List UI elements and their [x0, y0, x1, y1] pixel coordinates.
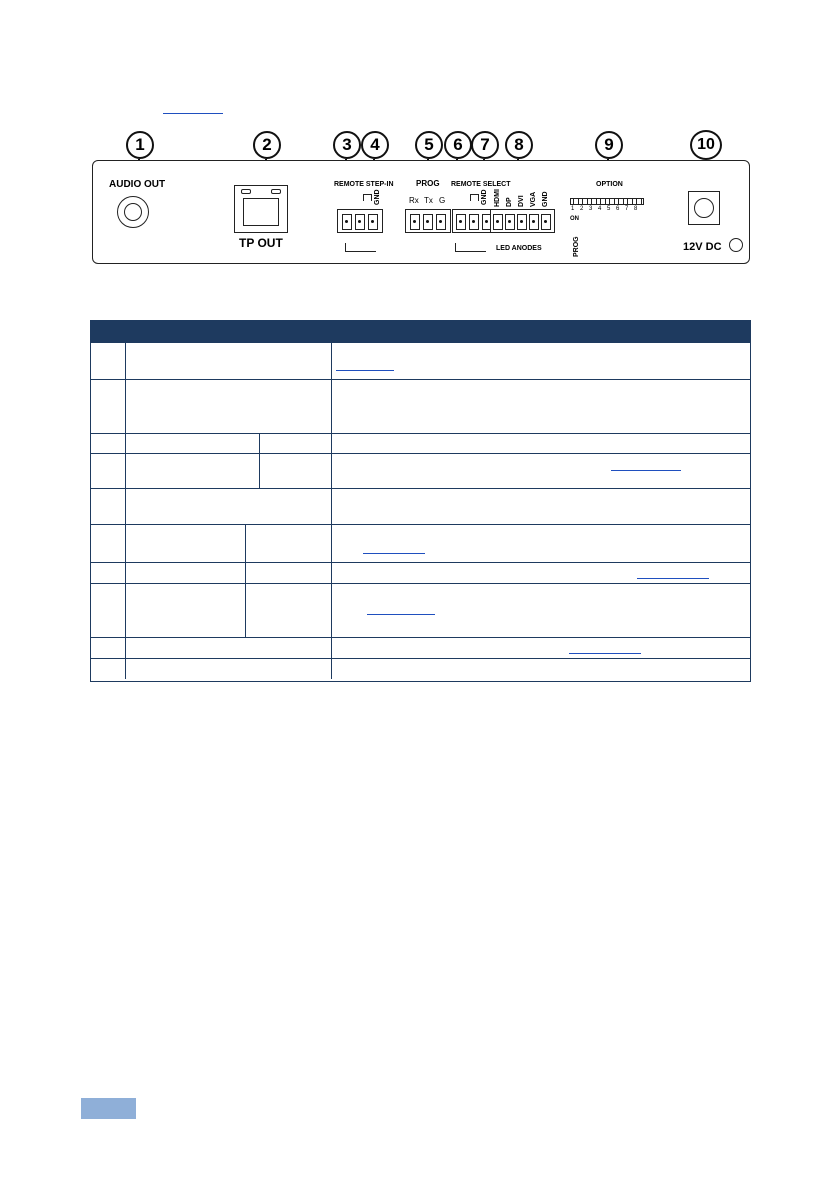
terminal-pin — [436, 214, 446, 230]
row-link[interactable] — [611, 470, 681, 471]
rj45-led-left — [241, 189, 251, 194]
row-link[interactable] — [637, 578, 709, 579]
table-row — [91, 583, 750, 638]
tp-out-label: TP OUT — [239, 236, 283, 250]
dip-number: 4 — [598, 206, 602, 212]
table-row — [91, 637, 750, 659]
rear-panel — [92, 160, 750, 264]
prog-terminal — [405, 209, 451, 233]
terminal-pin — [342, 214, 352, 230]
rj45-led-right — [271, 189, 281, 194]
prog-pin-g: G — [439, 196, 446, 205]
audio-out-jack — [117, 196, 149, 228]
column-divider — [331, 524, 332, 637]
remote-step-in-terminal — [337, 209, 383, 233]
column-divider — [331, 321, 332, 433]
dip-number: 5 — [607, 206, 611, 212]
dip-number: 2 — [580, 206, 584, 212]
callout-1: 1 — [126, 131, 154, 159]
table-row — [91, 524, 750, 563]
audio-out-label: AUDIO OUT — [109, 179, 166, 190]
terminal-pin — [529, 214, 539, 230]
remote-select-switch-symbol — [455, 243, 486, 252]
table-row — [91, 453, 750, 489]
remote-step-in-switch-symbol — [345, 243, 376, 252]
dip-number: 8 — [634, 206, 638, 212]
option-dip-switch[interactable] — [568, 196, 645, 226]
terminal-pin — [410, 214, 420, 230]
led-pin-gnd: GND — [542, 191, 549, 207]
table-row — [91, 342, 750, 380]
power-label: 12V DC — [683, 241, 722, 253]
led-pin-dp: DP — [506, 197, 513, 207]
led-pin-hdmi: HDMI — [494, 189, 501, 207]
table-row — [91, 562, 750, 584]
terminal-pin — [505, 214, 515, 230]
rj45-socket — [243, 198, 279, 226]
dip-number: 1 — [571, 206, 575, 212]
dip-number: 7 — [625, 206, 629, 212]
terminal-pin — [423, 214, 433, 230]
row-link[interactable] — [336, 370, 394, 371]
led-anodes-terminal — [490, 209, 555, 233]
page-number-box — [81, 1098, 136, 1119]
table-row — [91, 379, 750, 434]
ground-symbol-icon — [729, 238, 743, 252]
dip-number: 3 — [589, 206, 593, 212]
prog-vertical-label: PROG — [573, 236, 580, 257]
table-row — [91, 658, 750, 680]
column-divider — [259, 433, 260, 488]
column-divider — [125, 321, 126, 679]
led-anodes-label: LED ANODES — [496, 245, 542, 252]
row-link[interactable] — [367, 614, 435, 615]
callout-3: 3 — [333, 131, 361, 159]
table-header — [91, 321, 750, 342]
terminal-pin — [541, 214, 551, 230]
callout-10: 10 — [690, 130, 722, 160]
dip-number: 6 — [616, 206, 620, 212]
remote-step-in-gnd: GND — [374, 189, 381, 205]
intro-link-underline[interactable] — [163, 113, 223, 114]
dip-on-label: ON — [570, 216, 579, 222]
column-divider — [331, 637, 332, 679]
dip-switch-slots — [570, 198, 644, 205]
terminal-pin — [368, 214, 378, 230]
led-pin-dvi: DVI — [518, 195, 525, 207]
callout-5: 5 — [415, 131, 443, 159]
remote-select-switch-icon — [470, 194, 479, 201]
terminal-pin — [456, 214, 466, 230]
column-divider — [331, 488, 332, 524]
callout-6: 6 — [444, 131, 472, 159]
power-jack-ring — [694, 198, 714, 218]
prog-pin-rx: Rx — [409, 196, 419, 205]
audio-out-jack-inner — [124, 203, 142, 221]
prog-pin-tx: Tx — [424, 196, 433, 205]
table-row — [91, 433, 750, 454]
prog-label: PROG — [416, 179, 440, 188]
ports-table — [90, 320, 751, 682]
terminal-pin — [493, 214, 503, 230]
callout-2: 2 — [253, 131, 281, 159]
column-divider — [331, 433, 332, 488]
remote-step-in-label: REMOTE STEP-IN — [334, 181, 394, 188]
row-link[interactable] — [363, 553, 425, 554]
row-link[interactable] — [569, 653, 641, 654]
column-divider — [245, 524, 246, 637]
remote-step-in-switch-icon — [363, 194, 372, 201]
callout-7: 7 — [471, 131, 499, 159]
callout-8: 8 — [505, 131, 533, 159]
terminal-pin — [517, 214, 527, 230]
callout-4: 4 — [361, 131, 389, 159]
terminal-pin — [355, 214, 365, 230]
callout-9: 9 — [595, 131, 623, 159]
option-label: OPTION — [596, 181, 623, 188]
remote-select-gnd: GND — [481, 189, 488, 205]
power-jack — [688, 191, 720, 225]
remote-select-label: REMOTE SELECT — [451, 181, 511, 188]
table-row — [91, 488, 750, 525]
terminal-pin — [469, 214, 479, 230]
tp-out-rj45-port — [234, 185, 288, 233]
led-pin-vga: VGA — [530, 191, 537, 207]
